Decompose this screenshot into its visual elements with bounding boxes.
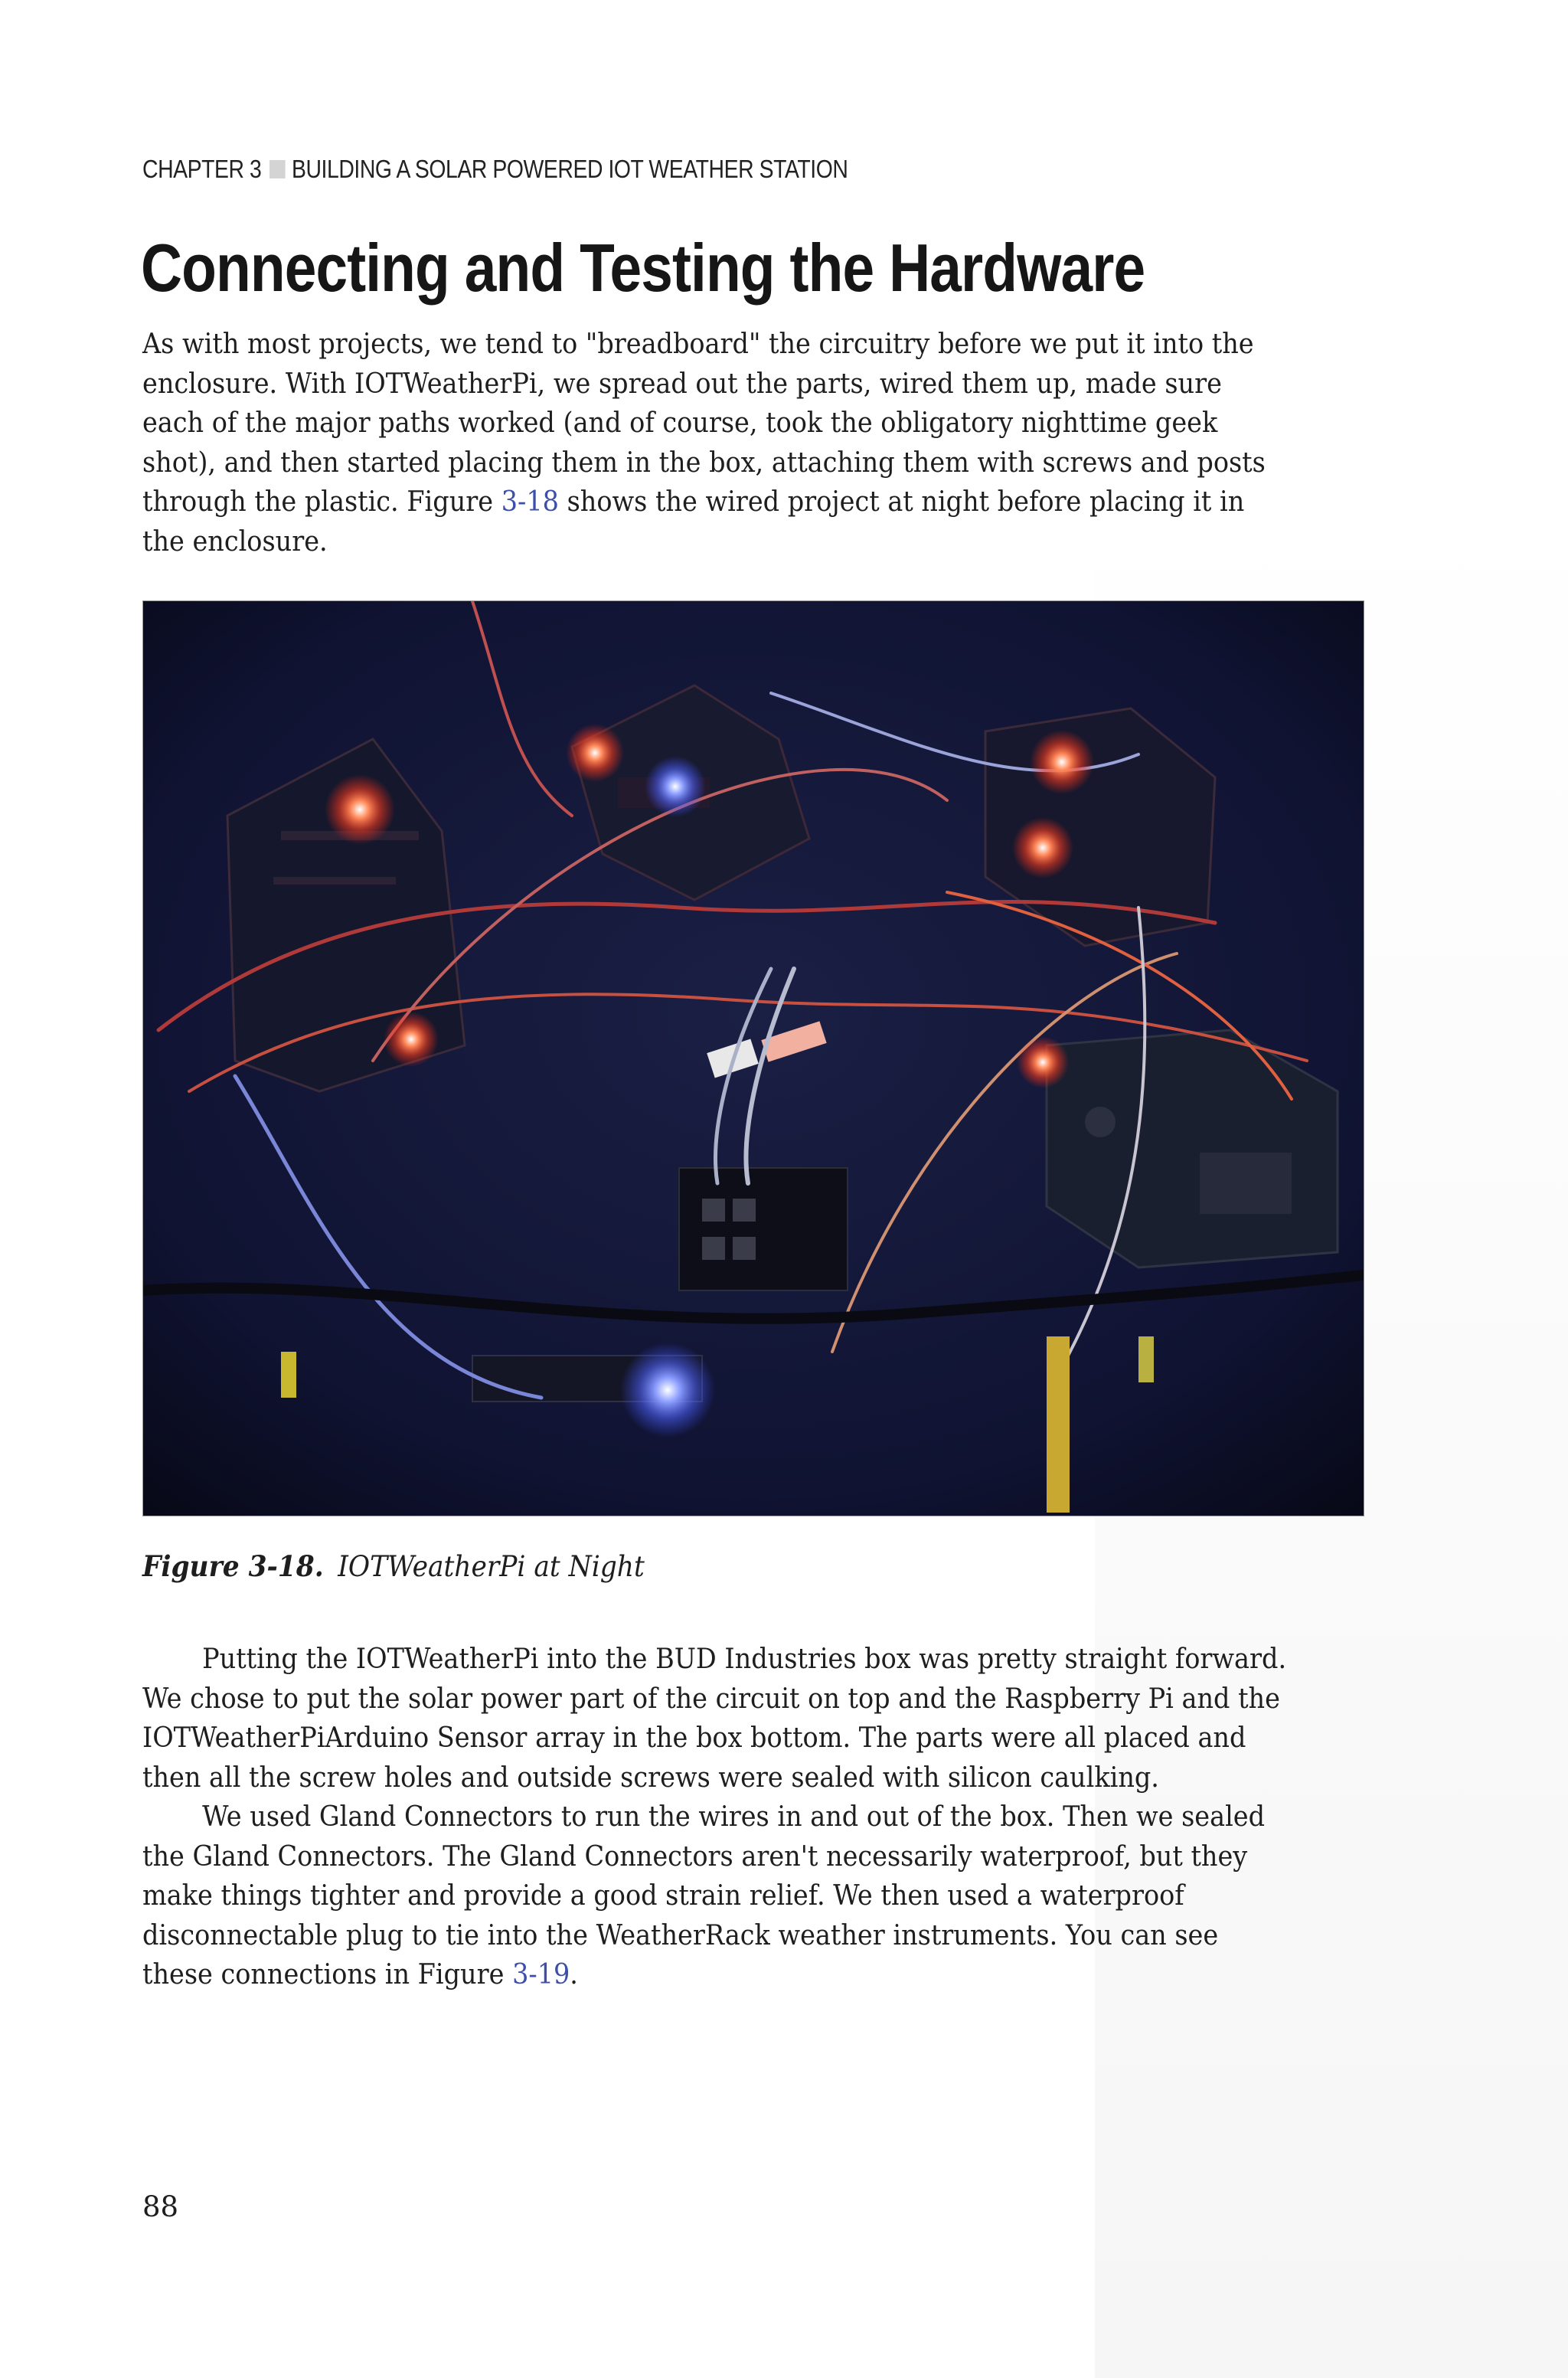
body-paragraph-3 xyxy=(142,1797,1289,1995)
paragraph-3-text-end: . xyxy=(570,1959,578,1990)
chapter-number: CHAPTER 3 xyxy=(142,155,262,183)
intro-text-end: shows the wired project at night before placing it in the enclosure. xyxy=(142,486,1245,558)
header-separator xyxy=(270,160,286,178)
figure-caption-text: IOTWeatherPi at Night xyxy=(338,1550,645,1583)
body-paragraph-2: Putting the IOTWeatherPi into the BUD Industries box was pretty straight forward. We chose to put the solar power part of the circuit on top and the Raspberry Pi and the IOTWeatherPiArduino Sensor array in the box bottom. The parts were all placed and then all the screw holes and outside screws were sealed with silicon caulking. xyxy=(142,1644,1287,1794)
cable-tie xyxy=(281,1352,296,1398)
figure-reference-link[interactable]: 3-18 xyxy=(501,486,559,518)
cable-tie xyxy=(1138,1336,1154,1382)
section-title: Connecting and Testing the Hardware xyxy=(141,230,1145,306)
figure-caption xyxy=(142,1549,645,1583)
figure-reference-link[interactable]: 3-19 xyxy=(512,1959,570,1990)
figure-label: Figure 3-18. xyxy=(142,1549,324,1583)
yellow-tape xyxy=(1047,1336,1070,1513)
running-header xyxy=(142,155,848,184)
paragraph-3-text: We used Gland Connectors to run the wires in and out of the box. Then we sealed the Gland Connectors. The Gland Connectors aren't necessarily waterproof, but they make things tighter and provide a good strain relief. We then used a waterproof disconnectable plug to tie into the WeatherRack weather instruments. You can see these connections in Figure xyxy=(142,1801,1266,1990)
raspberry-pi-board xyxy=(1047,1030,1338,1268)
figure-photo xyxy=(142,600,1364,1516)
intro-paragraph xyxy=(142,325,1289,561)
terminal-block xyxy=(679,1168,848,1290)
chapter-title: BUILDING A SOLAR POWERED IOT WEATHER STATION xyxy=(291,155,848,183)
page-number: 88 xyxy=(142,2190,179,2223)
intro-text: As with most projects, we tend to "breadboard" the circuitry before we put it into the enclosure. With IOTWeatherPi, we spread out the parts, wired them up, made sure each of the major paths worked (and of course, took the obligatory nighttime geek shot), and then started placing them in the box, attaching them with screws and posts through the plastic. Figure xyxy=(142,329,1266,518)
